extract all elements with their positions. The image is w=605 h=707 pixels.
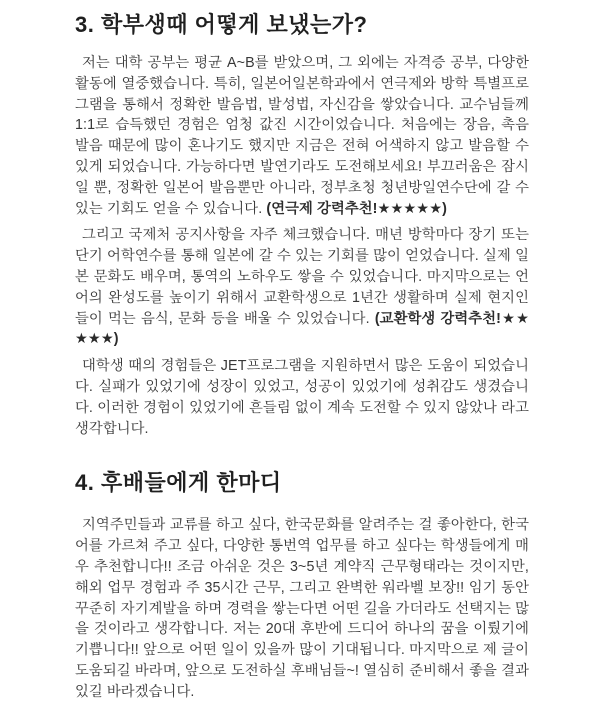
- section-3-paragraph-2: [75, 225, 529, 350]
- section-3-paragraph-2-text: 그리고 국제처 공지사항을 자주 체크했습니다. 매년 방학마다 장기 또는 단기 어학연수를 통해 일본에 갈 수 있는 기회를 많이 얻었습니다. 실제 일본 문화도 배우며, 통역의 노하우도 쌓을 수 있었습니다. 마지막으로는 언어의 완성도를 높이기 위해서 교환학생으로 1년간 생활하며 실제 현지인들이 먹는 음식, 문화 등을 배울 수 있었습니다.: [75, 227, 529, 327]
- section-4-paragraph-1: [75, 515, 529, 702]
- section-3-paragraph-2-bold-note: (교환학생 강력추천!★★★★★): [75, 310, 529, 348]
- section-3-paragraph-3-text: 대학생 때의 경험들은 JET프로그램을 지원하면서 많은 도움이 되었습니다. 실패가 있었기에 성장이 있었고, 성공이 있었기에 성취감도 생겼습니다. 이러한 경험이 있었기에 흔들림 없이 계속 도전할 수 있지 않았나 라고 생각합니다.: [75, 358, 529, 437]
- section-4-heading: 4. 후배들에게 한마디: [75, 470, 282, 496]
- section-3-paragraph-1: [75, 53, 529, 219]
- section-3-heading: 3. 학부생때 어떻게 보냈는가?: [75, 12, 368, 37]
- section-3-paragraph-1-text: 저는 대학 공부는 평균 A~B를 받았으며, 그 외에는 자격증 공부, 다양한 활동에 열중했습니다. 특히, 일본어일본학과에서 연극제와 방학 특별프로그램을 통해서 정확한 발음법, 발성법, 자신감을 쌓았습니다. 교수님들께 1:1로 습득했던 경험은 엄청 값진 시간이었습니다. 처음에는 장음, 촉음 발음 때문에 많이 혼나기도 했지만 지금은 전혀 어색하지 않고 발음할 수 있게 되었습니다. 가능하다면 발연기라도 도전해보세요! 부끄러움은 잠시일 뿐, 정확한 일본어 발음뿐만 아니라, 정부초청 청년방일연수단에 갈 수 있는 기회도 얻을 수 있습니다.: [75, 55, 529, 217]
- section-3-paragraph-3: [75, 356, 529, 439]
- section-4-paragraph-1-text: 지역주민들과 교류를 하고 싶다, 한국문화를 알려주는 걸 좋아한다, 한국어를 가르쳐 주고 싶다, 다양한 통번역 업무를 하고 싶다는 학생들에게 매우 추천합니다!! 조금 아쉬운 것은 3~5년 계약직 근무형태라는 것이지만, 해외 업무 경험과 주 35시간 근무, 그리고 완벽한 워라벨 보장!! 임기 동안 꾸준히 자기계발을 하며 경력을 쌓는다면 어떤 길을 가더라도 선택지는 많을 것이라고 생각합니다. 저는 20대 후반에 드디어 하나의 꿈을 이뤘기에 기쁩니다!! 앞으로 어떤 일이 있을까 많이 기대됩니다. 마지막으로 제 글이 도움되길 바라며, 앞으로 도전하실 후배님들~! 열심히 준비해서 좋을 결과 있길 바라겠습니다.: [75, 517, 529, 700]
- section-3-paragraph-1-bold-note: (연극제 강력추천!★★★★★): [266, 200, 447, 217]
